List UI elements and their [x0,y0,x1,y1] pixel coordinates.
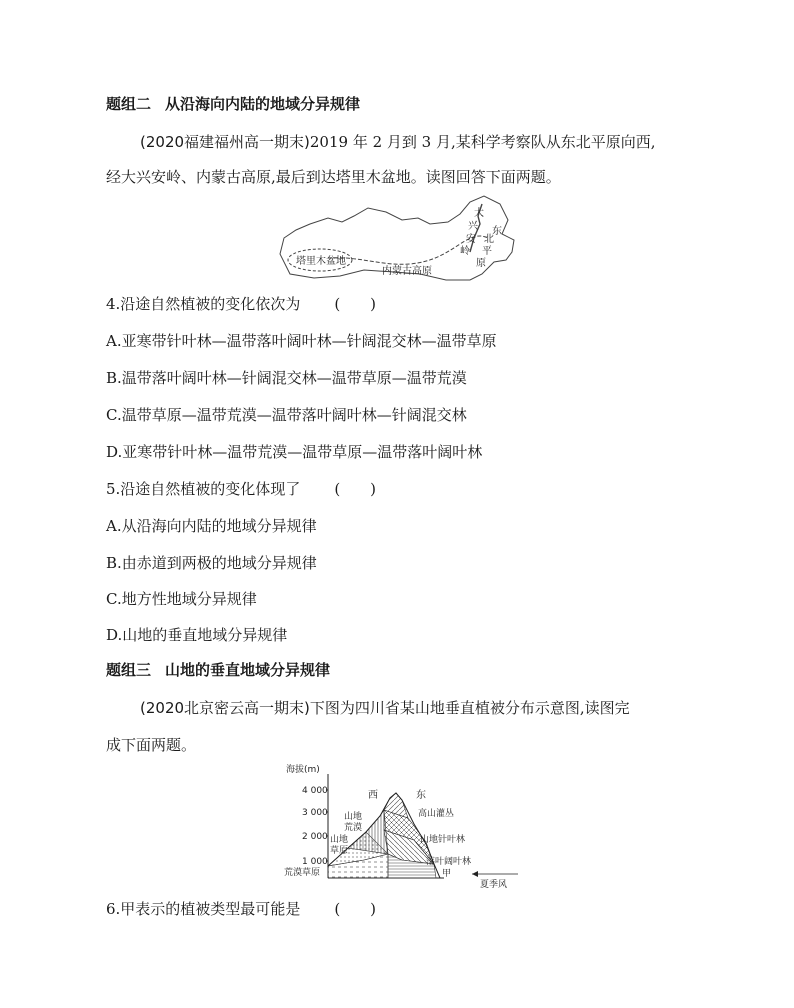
tick-1000 [302,857,328,867]
q5-option-d[interactable]: D.山地的垂直地域分异规律 [106,626,288,644]
q5-stem: 5.沿途自然植被的变化体现了 [106,480,301,498]
dbpy-char-3: 平 [482,246,492,257]
dxal-char-1: 大 [474,208,484,219]
dxal-char-4: 岭 [460,246,470,257]
q4-option-b[interactable]: B.温带落叶阔叶林—针阔混交林—温带草原—温带荒漠 [106,369,467,387]
intro1-source: (2020福建福州高一期末) [140,133,310,151]
tick-label-1000: 1 000 [302,857,328,867]
right-label-conifer: 山地针叶林 [420,835,466,845]
right-label-jia: 甲 [442,869,452,879]
q5-answer-paren[interactable]: ( ) [334,480,377,498]
group3-title: 山地的垂直地域分异规律 [165,661,331,679]
intro2-text1: 下图为四川省某山地垂直植被分布示意图,读图完 [309,699,630,717]
intro1-line1 [140,132,656,152]
right-label-broadleaf: 落叶阔叶林 [426,857,472,867]
dbpy-char-2: 北 [484,234,494,245]
q5-option-c[interactable]: C.地方性地域分异规律 [106,590,257,608]
dbpy-char-4: 原 [476,258,486,269]
tick-label-3000: 3 000 [302,808,328,818]
dxal-char-2: 兴 [468,221,478,232]
tick-4000 [302,786,328,796]
tick-3000 [302,808,328,818]
q4-option-d[interactable]: D.亚寒带针叶林—温带荒漠—温带草原—温带落叶阔叶林 [106,443,483,461]
intro2-line1 [140,698,630,718]
group2-label: 题组二 [106,95,152,113]
q4-option-c[interactable]: C.温带草原—温带荒漠—温带落叶阔叶林—针阔混交林 [106,406,467,424]
bottom-left-label: 荒漠草原 [284,868,321,878]
y-axis-label: 海拔(m) [286,765,320,775]
left-label-2: 荒漠 [344,823,363,833]
intro2-line2: 成下面两题。 [106,736,197,754]
group2-title: 从沿海向内陆的地域分异规律 [165,95,361,113]
q5-stem-row [106,479,376,499]
right-label-shrub: 高山灌丛 [418,809,455,819]
group3-label: 题组三 [106,661,152,679]
left-label-1: 山地 [344,812,363,822]
east-label: 东 [416,790,426,801]
group3-heading [106,660,330,680]
q4-answer-paren[interactable]: ( ) [334,295,377,313]
q4-option-a[interactable]: A.亚寒带针叶林—温带落叶阔叶林—针阔混交林—温带草原 [106,332,497,350]
q5-option-a[interactable]: A.从沿海向内陆的地域分异规律 [106,517,317,535]
q6-stem: 6.甲表示的植被类型最可能是 [106,900,301,918]
neimenggu-label: 内蒙古高原 [382,266,432,277]
dxal-char-3: 安 [466,234,476,245]
tick-2000 [302,832,328,842]
tarim-label: 塔里木盆地 [296,256,346,267]
monsoon-label: 夏季风 [480,880,508,888]
west-label: 西 [368,790,378,801]
q6-answer-paren[interactable]: ( ) [334,900,377,918]
intro2-source: (2020北京密云高一期末) [140,699,310,717]
vegetation-diagram [284,760,524,888]
q4-stem: 4.沿途自然植被的变化依次为 [106,295,301,313]
tick-label-4000: 4 000 [302,786,328,796]
intro1-line2: 经大兴安岭、内蒙古高原,最后到达塔里木盆地。读图回答下面两题。 [106,168,561,186]
left-label-4: 草原 [330,846,349,856]
monsoon-arrowhead [472,871,478,877]
q6-stem-row [106,899,376,919]
intro1-text1: 2019 年 2 月到 3 月,某科学考察队从东北平原向西, [309,133,656,151]
q4-stem-row [106,294,376,314]
left-label-3: 山地 [330,835,349,845]
q5-option-b[interactable]: B.由赤道到两极的地域分异规律 [106,554,317,572]
tick-label-2000: 2 000 [302,832,328,842]
dbpy-char-1: 东 [492,226,502,237]
route-map [270,194,530,286]
group2-heading [106,94,360,114]
